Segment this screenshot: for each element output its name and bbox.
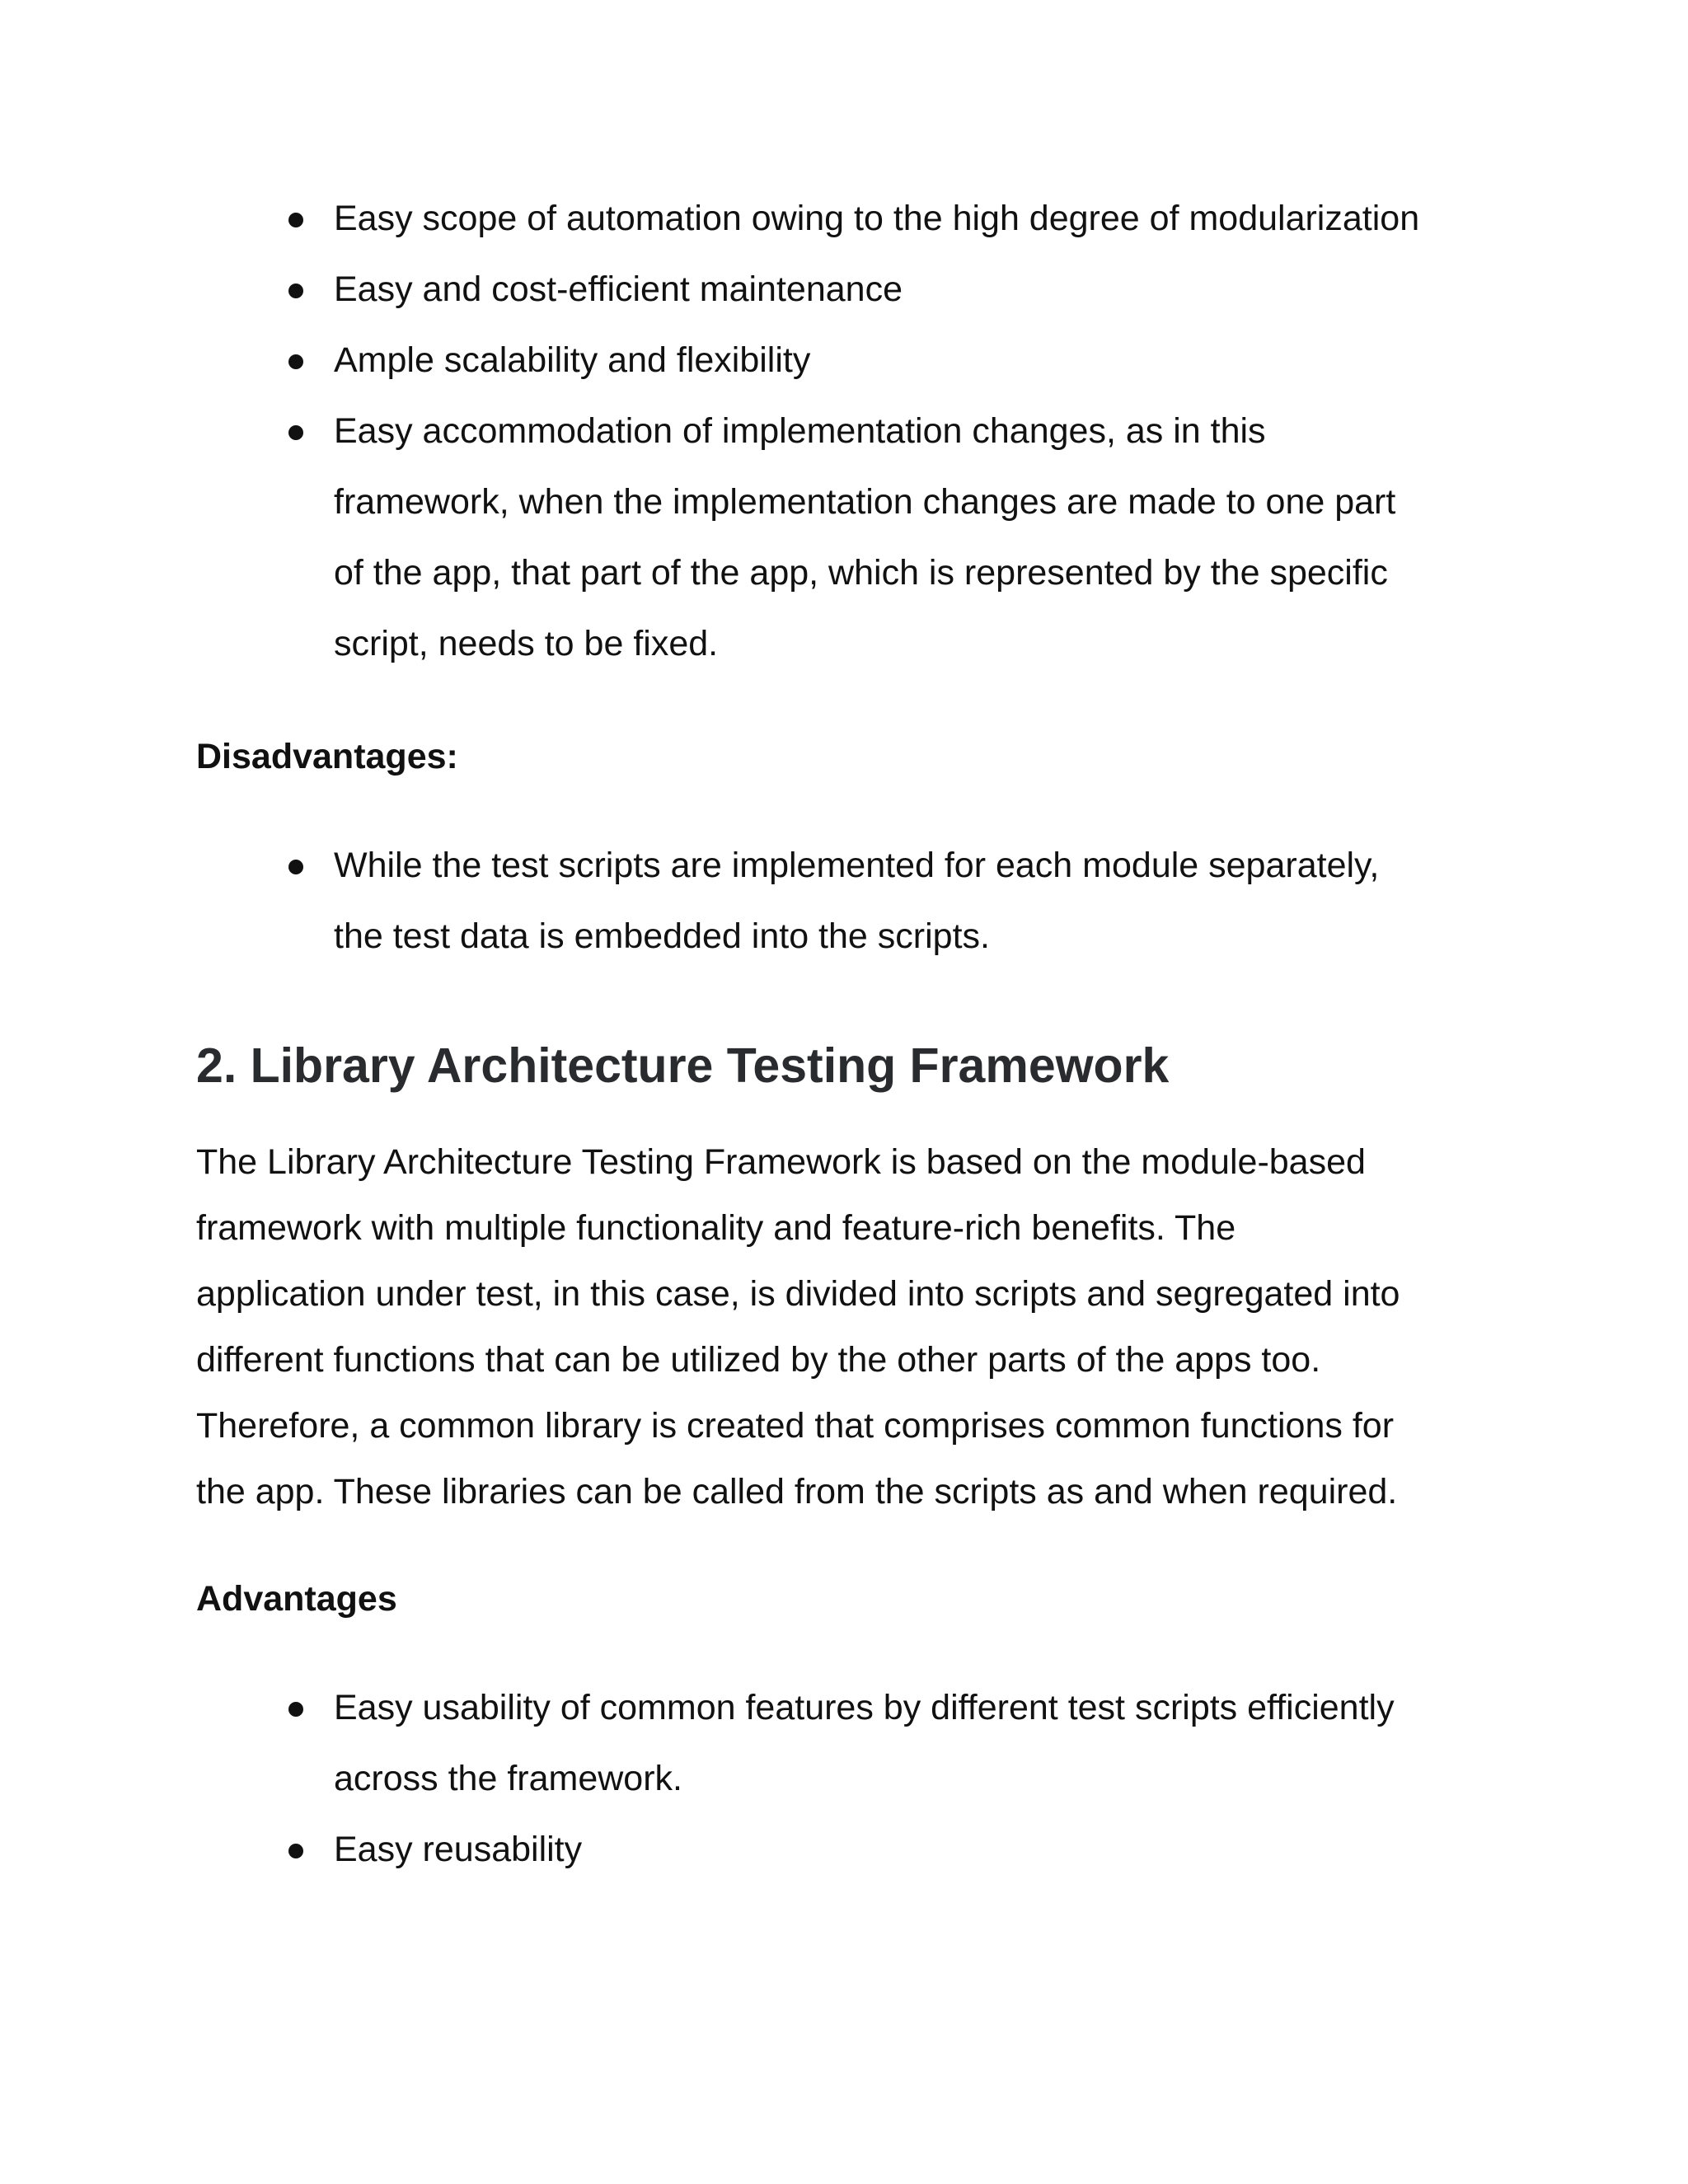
section-paragraph [196, 1129, 1482, 1525]
list-item-text: Easy scope of automation owing to the high degree of modularization [334, 199, 1420, 238]
bullet-icon [288, 1702, 303, 1717]
section-heading: 2. Library Architecture Testing Framework [196, 1038, 1170, 1093]
list-item-text: across the framework. [334, 1759, 682, 1798]
list-item-text: While the test scripts are implemented for each module separately, [334, 846, 1380, 885]
advantages-list-top [0, 183, 1688, 679]
list-item-text: of the app, that part of the app, which is represented by the specific [334, 553, 1388, 593]
list-item [0, 830, 1688, 972]
list-item [0, 1672, 1688, 1814]
disadvantages-list [0, 830, 1688, 972]
list-item [0, 1814, 1688, 1885]
list-item [0, 183, 1688, 254]
list-item [0, 396, 1688, 679]
disadvantages-label: Disadvantages: [196, 737, 458, 776]
paragraph-line: The Library Architecture Testing Framework is based on the module-based [196, 1142, 1366, 1182]
bullet-icon [288, 354, 303, 369]
paragraph-line: different functions that can be utilized by the other parts of the apps too. [196, 1340, 1321, 1380]
list-item [0, 254, 1688, 325]
list-item-text: Easy accommodation of implementation changes, as in this [334, 411, 1266, 451]
list-item-text: Easy usability of common features by different test scripts efficiently [334, 1688, 1395, 1727]
list-item-text: script, needs to be fixed. [334, 624, 719, 663]
list-item-text: framework, when the implementation changes are made to one part [334, 482, 1396, 522]
bullet-icon [288, 1844, 303, 1858]
bullet-icon [288, 284, 303, 298]
advantages-list [0, 1672, 1688, 1885]
list-item-text: Easy reusability [334, 1830, 583, 1869]
paragraph-line: framework with multiple functionality and feature-rich benefits. The [196, 1208, 1236, 1248]
paragraph-line: the app. These libraries can be called from the scripts as and when required. [196, 1472, 1398, 1511]
bullet-icon [288, 213, 303, 227]
list-item-text: Easy and cost-efficient maintenance [334, 269, 903, 309]
bullet-icon [288, 860, 303, 874]
paragraph-line: Therefore, a common library is created that comprises common functions for [196, 1406, 1395, 1446]
advantages-label: Advantages [196, 1579, 397, 1619]
list-item-text: the test data is embedded into the scripts. [334, 916, 990, 956]
list-item [0, 325, 1688, 396]
bullet-icon [288, 425, 303, 440]
paragraph-line: application under test, in this case, is divided into scripts and segregated into [196, 1274, 1400, 1314]
list-item-text: Ample scalability and flexibility [334, 340, 811, 380]
